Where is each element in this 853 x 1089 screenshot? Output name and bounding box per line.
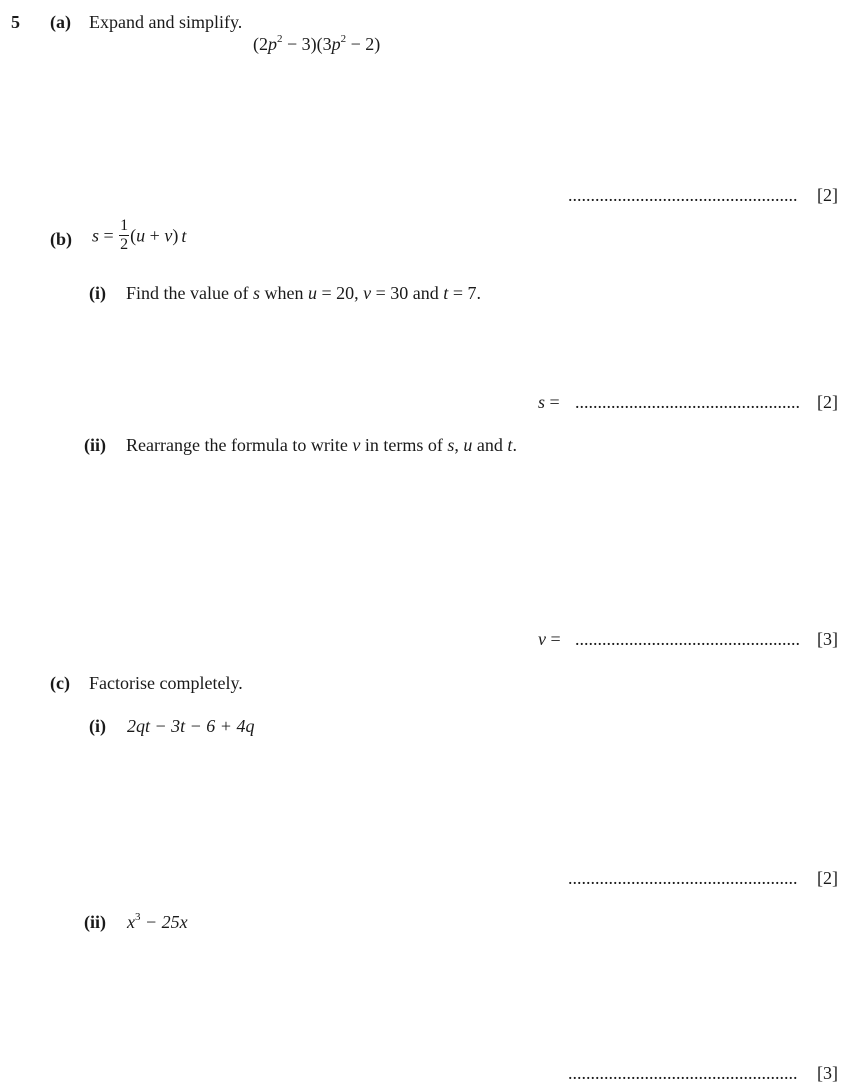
part-b-ii-answer-line[interactable]: .................................................. — [575, 629, 800, 649]
part-c-i-expression: 2qt − 3t − 6 + 4q — [127, 716, 255, 736]
part-b-i-text: Find the value of s when u = 20, v = 30 and t = 7. — [126, 283, 481, 303]
part-b-label: (b) — [50, 229, 72, 249]
part-b-i-answer-prefix: s = — [538, 392, 560, 412]
part-c-ii-marks: [3] — [817, 1063, 838, 1083]
part-b-i-label: (i) — [89, 283, 106, 303]
part-c-ii-expression: $x^3 - 25x$ — [127, 911, 188, 932]
part-b-i-answer-line[interactable]: .................................................. — [575, 392, 800, 412]
part-c-i-label: (i) — [89, 716, 106, 736]
part-b-ii-answer-prefix: v = — [538, 629, 561, 649]
part-a-instruction: Expand and simplify. — [89, 12, 243, 32]
part-c-i-answer-line[interactable]: ................................................... — [568, 868, 798, 888]
part-c-instruction: Factorise completely. — [89, 673, 243, 693]
part-b-ii-text: Rearrange the formula to write v in terms of s, u and t. — [126, 435, 517, 455]
part-b-ii-marks: [3] — [817, 629, 838, 649]
part-a-answer-line[interactable]: ................................................... — [568, 185, 798, 205]
part-a-marks: [2] — [817, 185, 838, 205]
part-b-i-marks: [2] — [817, 392, 838, 412]
part-c-ii-answer-line[interactable]: ................................................... — [568, 1063, 798, 1083]
one-half-fraction: $\frac{1}{2}$ — [120, 217, 129, 253]
part-b-ii-label: (ii) — [84, 435, 106, 455]
part-a-expression: $(2p^2 - 3)(3p^2 - 2)$ — [253, 33, 381, 54]
part-c-label: (c) — [50, 673, 70, 693]
part-c-ii-label: (ii) — [84, 912, 106, 932]
part-b-formula: s = $\frac{1}{2}$ (u + v) t — [92, 217, 187, 253]
part-a-label: (a) — [50, 12, 71, 32]
question-number: 5 — [11, 12, 20, 32]
part-c-i-marks: [2] — [817, 868, 838, 888]
